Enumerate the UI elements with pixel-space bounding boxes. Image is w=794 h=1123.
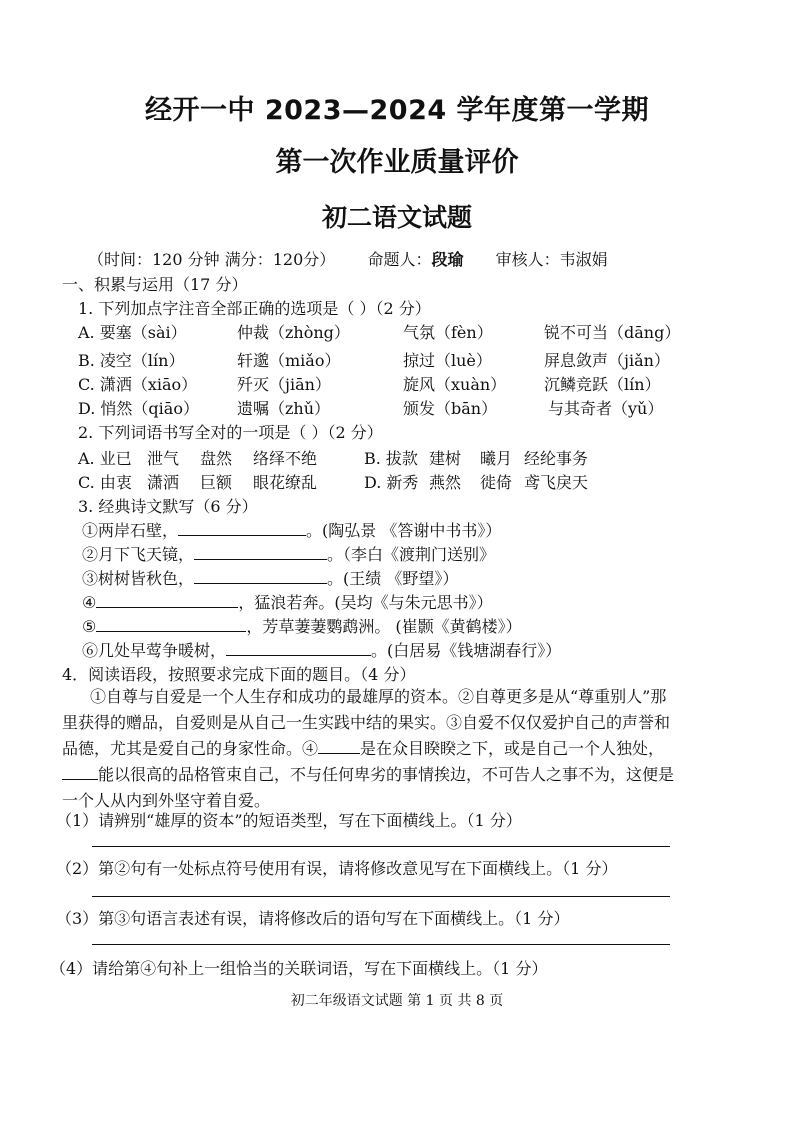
answer-line-3[interactable] [92, 944, 670, 945]
q1-option-c-3: 旋风（xuàn） [403, 375, 507, 394]
q1-option-a: A. 要塞（sài） [78, 323, 187, 342]
q2-d-word4: 鸢飞戾天 [524, 473, 589, 492]
q2-a-word4: 络绎不绝 [253, 449, 318, 468]
exam-subtitle: 第一次作业质量评价 [275, 147, 519, 178]
q1-option-a-2: 仲裁（zhòng） [237, 323, 350, 342]
poem-3-pre: ③树树皆秋色， [82, 569, 195, 588]
poem-6-post: 。(白居易《钱塘湖春行》） [371, 641, 562, 660]
poem-3-blank[interactable] [194, 568, 327, 584]
q1-option-d-3: 颁发（bān） [403, 399, 498, 418]
q3-stem: 3. 经典诗文默写（6 分） [78, 497, 258, 516]
q2-b-word3: 曦月 [480, 449, 513, 468]
poem-3-post: 。(王绩 《野望》） [327, 569, 459, 588]
q1-option-b-2: 轩邈（miǎo） [237, 351, 341, 370]
q2-d-label: D. 新秀 [364, 473, 419, 492]
poem-line-2 [82, 542, 495, 565]
q2-b-word2: 建树 [429, 449, 462, 468]
poem-line-6 [82, 638, 561, 661]
poem-line-4 [82, 590, 493, 613]
q2-b-word4: 经纶事务 [524, 449, 589, 468]
poem-line-1 [82, 518, 501, 541]
answer-line-2[interactable] [92, 896, 670, 897]
poem-1-pre: ①两岸石壁， [82, 521, 179, 540]
poem-2-blank[interactable] [194, 544, 327, 560]
q4-sub4: （4）请给第④句补上一组恰当的关联词语，写在下面横线上。（1 分） [50, 959, 548, 978]
q1-stem: 1. 下列加点字注音全部正确的选项是（ ）（2 分） [78, 299, 431, 318]
q1-option-c: C. 潇洒（xiāo） [78, 375, 198, 394]
q4-sub3: （3）第③句语言表述有误，请将修改后的语句写在下面横线上。（1 分） [56, 909, 570, 928]
reading-passage [62, 684, 674, 814]
poem-line-3 [82, 566, 458, 589]
poem-4-post: ，猛浪若奔。(吴均《与朱元思书》） [238, 593, 493, 612]
q1-option-a-3: 气氛（fèn） [403, 323, 493, 342]
q2-b-label: B. 拔款 [364, 449, 418, 468]
passage-part-1: ①自尊与自爱是一个人生存和成功的最雄厚的资本。②自尊更多是从“尊重别人”那里获得的赠品，自爱则是从自己一生实践中结的果实。③自爱不仅仅爱护自己的声誉和品德，尤其是爱自己的身家性命。④ [62, 687, 671, 758]
subject-title: 初二语文试题 [321, 203, 472, 232]
time-score-info: （时间：120 分钟 满分：120分） [88, 250, 336, 269]
q1-option-d-2: 遗嘱（zhǔ） [237, 399, 331, 418]
q4-stem: 4．阅读语段，按照要求完成下面的题目。（4 分） [62, 665, 416, 684]
passage-blank-1[interactable] [318, 738, 360, 754]
poem-2-post: 。（李白《渡荆门送别》 [327, 545, 496, 564]
passage-part-2: 是在众目睽睽之下，或是自己一个人独处， [360, 739, 665, 758]
q2-a-label: A. 业已 [78, 449, 132, 468]
q2-d-word2: 燕然 [429, 473, 462, 492]
exam-info [88, 247, 608, 270]
q2-d-word3: 徙倚 [480, 473, 513, 492]
reviewer-info: 审核人：韦淑娟 [495, 250, 608, 269]
q2-c-word3: 巨额 [200, 473, 233, 492]
answer-line-1[interactable] [92, 846, 670, 847]
poem-2-pre: ②月下飞天镜， [82, 545, 195, 564]
q1-option-d-4: 与其奇者（yǔ） [548, 399, 664, 418]
q4-sub2: （2）第②句有一处标点符号使用有误，请将修改意见写在下面横线上。（1 分） [56, 859, 618, 878]
passage-part-3: 能以很高的品格管束自己，不与任何卑劣的事情挨边，不可告人之事不为，这便是一个人从内到外坚守着自爱。 [62, 765, 675, 810]
exam-title: 经开一中 2023—2024 学年度第一学期 [144, 95, 650, 126]
poem-line-5 [82, 614, 522, 637]
q1-option-c-4: 沉鳞竞跃（lín） [544, 375, 661, 394]
poem-1-post: 。(陶弘景 《答谢中书书》） [306, 521, 502, 540]
poem-5-post: ，芳草萋萋鹦鹉洲。 (崔颢《黄鹤楼》） [246, 617, 522, 636]
poem-5-pre: ⑤ [82, 617, 97, 636]
q1-option-b: B. 凌空（lín） [78, 351, 185, 370]
poem-4-pre: ④ [82, 593, 97, 612]
passage-blank-2[interactable] [62, 764, 98, 780]
q1-option-b-4: 屏息敛声（jiǎn） [544, 351, 670, 370]
q2-a-word2: 泄气 [147, 449, 180, 468]
q1-option-b-3: 掠过（luè） [403, 351, 492, 370]
section-heading: 一、积累与运用（17 分） [62, 275, 248, 294]
q2-stem: 2. 下列词语书写全对的一项是（ ）（2 分） [78, 423, 383, 442]
q1-option-c-2: 歼灭（jiān） [237, 375, 331, 394]
author-name: 段瑜 [431, 250, 464, 269]
q2-c-word4: 眼花缭乱 [253, 473, 318, 492]
poem-6-pre: ⑥几处早莺争暖树， [82, 641, 227, 660]
page-footer: 初二年级语文试题 第 1 页 共 8 页 [290, 993, 504, 1009]
poem-5-blank[interactable] [96, 616, 246, 632]
poem-6-blank[interactable] [226, 640, 371, 656]
q1-option-d: D. 悄然（qiāo） [78, 399, 199, 418]
q1-option-a-4: 锐不可当（dāng） [544, 323, 681, 342]
q4-sub1: （1）请辨别“雄厚的资本”的短语类型，写在下面横线上。（1 分） [56, 811, 522, 830]
author-label: 命题人： [367, 250, 432, 269]
q2-c-word2: 潇洒 [147, 473, 180, 492]
poem-1-blank[interactable] [178, 520, 306, 536]
q2-c-label: C. 由衷 [78, 473, 132, 492]
poem-4-blank[interactable] [96, 592, 238, 608]
q2-a-word3: 盘然 [200, 449, 233, 468]
